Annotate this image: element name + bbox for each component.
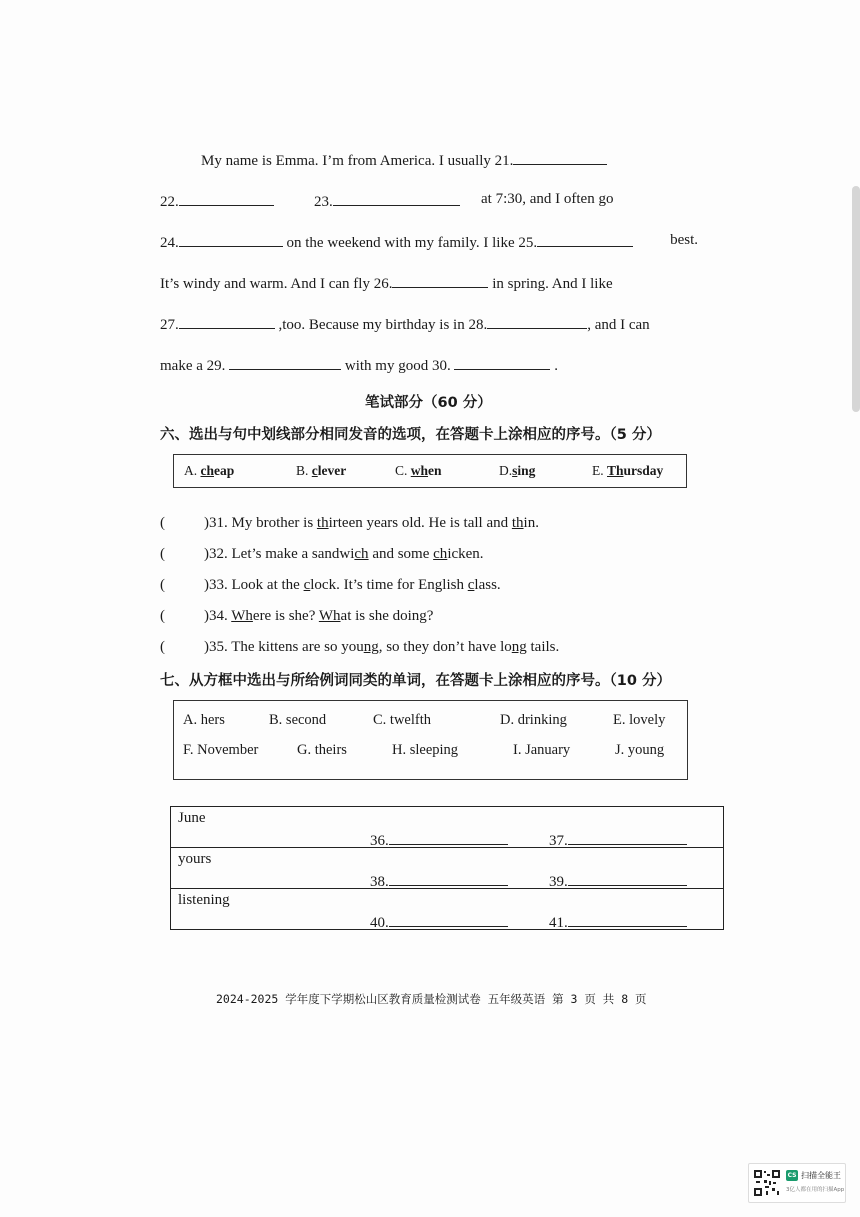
option-f: F. November: [183, 742, 259, 758]
answer-blank-37: 37.: [549, 830, 687, 850]
section-7-title: 七、从方框中选出与所给例词同类的单词，在答题卡上涂相应的序号。（10 分）: [160, 673, 671, 689]
blank-29: [229, 355, 341, 370]
passage-text: at 7:30, and I often go: [481, 191, 614, 207]
option-d: D.sing: [499, 463, 536, 478]
answer-paren: (: [160, 546, 165, 562]
passage-text: make a 29.: [160, 358, 230, 374]
table-row: [171, 807, 724, 848]
option-a: A. hers: [183, 712, 225, 728]
answer-blank-38: 38.: [370, 871, 508, 891]
option-e: E. lovely: [613, 712, 666, 728]
option-i: I. January: [513, 742, 571, 758]
blank-30: [454, 355, 550, 370]
answer-paren: (: [160, 515, 165, 531]
passage-line-6: [160, 355, 558, 375]
blank-24: [179, 232, 283, 247]
passage-text: It’s windy and warm. And I can fly 26.: [160, 276, 393, 292]
option-j: J. young: [615, 742, 665, 758]
answer-blank-36: 36.: [370, 830, 508, 850]
passage-text: on the weekend with my family. I like 25.: [282, 235, 538, 251]
passage-line-3: [160, 232, 700, 252]
question-33: ( )33. Look at the clock. It’s time for English class.: [160, 577, 501, 593]
answer-table: [170, 806, 724, 930]
passage-line-1: [201, 150, 607, 170]
question-number: 27.: [160, 317, 179, 333]
answer-blank-39: 39.: [549, 871, 687, 891]
section-6-options-box: [173, 454, 687, 488]
option-a: A. cheap: [184, 463, 235, 478]
passage-text: with my good 30.: [341, 358, 455, 374]
answer-blank-40: 40.: [370, 912, 508, 932]
question-number: 24.: [160, 235, 179, 251]
question-32: ( )32. Let’s make a sandwich and some chicken.: [160, 546, 484, 562]
blank-22: [179, 191, 274, 206]
option-d: D. drinking: [500, 712, 567, 728]
blank-27: [179, 314, 275, 329]
passage-line-5: [160, 314, 700, 334]
blank-28: [487, 314, 587, 329]
option-h: H. sleeping: [392, 742, 459, 758]
answer-paren: (: [160, 608, 165, 624]
example-word: listening: [178, 892, 230, 908]
passage-text: , and I can: [587, 317, 650, 333]
passage-text: .: [554, 358, 558, 374]
blank-25: [537, 232, 633, 247]
watermark-name: 扫描全能王: [801, 1171, 841, 1180]
table-row: [171, 889, 724, 930]
option-e: E. Thursday: [592, 463, 664, 478]
watermark-badge: CS: [787, 1172, 797, 1179]
scanner-watermark: [748, 1163, 846, 1203]
passage-text: in spring. And I like: [488, 276, 613, 292]
section-7-options-box: [173, 700, 688, 780]
blank-23: [333, 191, 460, 206]
answer-blank-41: 41.: [549, 912, 687, 932]
answer-paren: (: [160, 577, 165, 593]
section-6-title: 六、选出与句中划线部分相同发音的选项，在答题卡上涂相应的序号。（5 分）: [160, 427, 661, 443]
question-34: ( )34. Where is she? What is she doing?: [160, 608, 434, 624]
example-word: June: [178, 810, 206, 826]
passage-text: best.: [670, 232, 698, 248]
written-part-title: 笔试部分（60 分）: [365, 395, 492, 411]
question-31: ( )31. My brother is thirteen years old. He is tall and thin.: [160, 515, 539, 531]
question-number: 22.: [160, 194, 179, 210]
option-b: B. second: [269, 712, 327, 728]
watermark-sub: 3亿人都在用的扫描App: [786, 1187, 845, 1193]
passage-line-4: [160, 273, 700, 293]
answer-paren: (: [160, 639, 165, 655]
passage-line-2: [160, 191, 700, 211]
option-c: C. twelfth: [373, 712, 431, 728]
option-c: C. when: [395, 463, 442, 478]
scrollbar[interactable]: [852, 186, 860, 412]
qr-code-icon: [753, 1169, 781, 1197]
question-number: 23.: [314, 194, 333, 210]
table-row: [171, 848, 724, 889]
option-b: B. clever: [296, 463, 347, 478]
example-word: yours: [178, 851, 212, 867]
option-g: G. theirs: [297, 742, 347, 758]
passage-text: My name is Emma. I’m from America. I usually 21.: [201, 153, 514, 169]
blank-21: [513, 150, 607, 165]
page-footer: 2024-2025 学年度下学期松山区教育质量检测试卷 五年级英语 第 3 页 共 8 页: [216, 992, 647, 1006]
blank-26: [392, 273, 488, 288]
passage-text: ,too. Because my birthday is in 28.: [274, 317, 488, 333]
question-35: ( )35. The kittens are so young, so they don’t have long tails.: [160, 639, 560, 655]
